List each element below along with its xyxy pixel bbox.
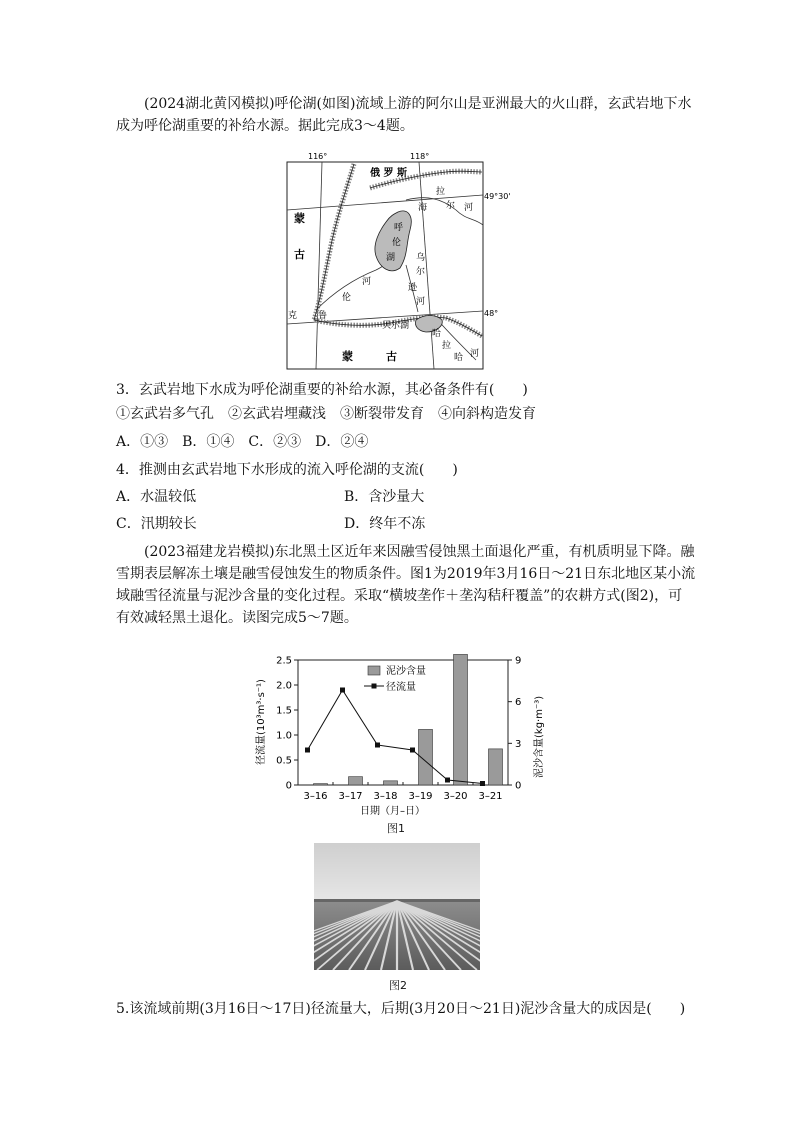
- chart-left-tick-label: 2.5: [276, 655, 292, 667]
- chart-x-tick-label: 3–16: [303, 791, 328, 802]
- map-lat-4930: 49°30': [484, 192, 511, 201]
- map-label-russia: 俄 罗 斯: [370, 168, 407, 179]
- chart-right-tick-label: 0: [515, 780, 522, 792]
- sediment-bar: [349, 777, 363, 785]
- chart-left-tick-label: 0: [285, 780, 292, 792]
- runoff-point: [305, 748, 310, 753]
- chart-left-tick-label: 2.0: [276, 680, 292, 692]
- chart-ylabel-right: 泥沙含量(kg·m⁻³): [534, 695, 545, 778]
- map-label-he: 河: [464, 203, 474, 213]
- map-label-kelulun-4: 河: [362, 277, 372, 287]
- chart-x-tick-label: 3–19: [408, 791, 433, 802]
- intro-paragraph-1: (2024湖北黄冈模拟)呼伦湖(如图)流域上游的阿尔山是亚洲最大的火山群，玄武岩地下水成为呼伦湖重要的补给水源。据此完成3～4题。: [116, 96, 692, 134]
- sediment-bar: [314, 784, 328, 785]
- map-label-halaha-4: 河: [470, 349, 480, 359]
- map-label-mongolia-s: 蒙 古: [342, 350, 397, 363]
- figure-1-chart: [250, 650, 550, 835]
- chart-x-tick-label: 3–21: [478, 791, 503, 802]
- map-lat-48: 48°: [484, 309, 499, 318]
- runoff-point: [480, 781, 485, 786]
- map-label-urxun-2: 尔: [416, 267, 426, 277]
- runoff-point: [410, 748, 415, 753]
- figure-2-photo: [314, 843, 480, 970]
- map-label-mongolia-w1: 蒙: [294, 212, 305, 225]
- figure-1-caption: 图1: [387, 822, 405, 835]
- legend-sediment-label: 泥沙含量: [386, 666, 426, 677]
- question-4-option-c: C．汛期较长: [116, 516, 197, 532]
- intro-paragraph-2: (2023福建龙岩模拟)东北黑土区近年来因融雪侵蚀黑土面退化严重，有机质明显下降。融雪期表层解冻土壤是融雪侵蚀发生的物质条件。图1为2019年3月16日～21日东北地区某小流域融雪径流量与泥沙含量的变化过程。采取“横坡垄作＋垄沟秸秆覆盖”的农耕方式(图2)，可有效减轻黑土退化。读图完成5～7题。: [116, 544, 696, 626]
- question-5-stem: 5.该流域前期(3月16日～17日)径流量大，后期(3月20日～21日)泥沙含量大的成因是( ): [116, 1001, 686, 1017]
- chart-right-tick-label: 3: [515, 738, 522, 750]
- chart-xlabel: 日期（月–日）: [360, 806, 425, 817]
- hulun-lake-map: [286, 150, 526, 372]
- runoff-point: [445, 778, 450, 783]
- question-3-options: A．①③ B．①④ C．②③ D．②④: [116, 434, 369, 450]
- chart-left-tick-label: 1.5: [276, 705, 292, 717]
- map-label-urxun-1: 乌: [416, 253, 426, 263]
- map-label-er: 尔: [446, 201, 456, 211]
- chart-x-tick-label: 3–20: [443, 791, 468, 802]
- chart-left-tick-label: 0.5: [276, 755, 292, 767]
- map-label-kelulun-1: 克: [288, 311, 298, 321]
- map-label-urxun-3: 逊: [408, 283, 418, 293]
- map-label-hailar: 海: [418, 203, 428, 213]
- map-label-hulun-1: 呼: [394, 223, 404, 233]
- map-label-halaha-3: 哈: [454, 353, 464, 363]
- chart-x-tick-label: 3–18: [373, 791, 398, 802]
- question-3-items: ①玄武岩多气孔 ②玄武岩埋藏浅 ③断裂带发育 ④向斜构造发育: [116, 406, 536, 422]
- map-label-kelulun-2: 鲁: [318, 311, 328, 321]
- map-label-hulun-2: 伦: [392, 238, 402, 248]
- question-4-option-a: A．水温较低: [116, 489, 197, 505]
- map-lon-116: 116°: [308, 152, 328, 161]
- chart-right-tick-label: 9: [515, 655, 522, 667]
- question-3-stem: 3．玄武岩地下水成为呼伦湖重要的补给水源，其必备条件有( ): [116, 382, 528, 398]
- chart-plot-frame: [298, 660, 508, 785]
- map-label-halaha-2: 拉: [442, 341, 452, 351]
- legend-sediment-swatch: [368, 666, 380, 675]
- legend-runoff-marker: [372, 684, 377, 689]
- chart-left-tick-label: 1.0: [276, 730, 292, 742]
- figure-2-caption: 图2: [389, 979, 407, 992]
- sediment-bar: [454, 654, 468, 785]
- question-4-option-d: D．终年不冻: [344, 516, 426, 532]
- question-4-option-b: B．含沙量大: [344, 489, 425, 505]
- map-lon-118: 118°: [410, 152, 430, 161]
- map-label-kelulun-3: 伦: [342, 293, 352, 303]
- runoff-point: [375, 743, 380, 748]
- sediment-bar: [384, 781, 398, 785]
- legend-runoff-label: 径流量: [386, 682, 416, 693]
- chart-right-tick-label: 6: [515, 697, 522, 709]
- chart-ylabel-left: 径流量(10³m³·s⁻¹): [256, 679, 267, 765]
- map-label-urxun-4: 河: [416, 297, 426, 307]
- chart-x-tick-label: 3–17: [338, 791, 363, 802]
- map-label-buir: 贝尔湖: [382, 321, 410, 331]
- map-label-hulun-3: 湖: [386, 253, 396, 263]
- question-4-stem: 4．推测由玄武岩地下水形成的流入呼伦湖的支流( ): [116, 462, 458, 478]
- map-label-mongolia-w2: 古: [294, 248, 305, 261]
- map-label-lara: 拉: [436, 187, 446, 197]
- sediment-bar: [489, 749, 503, 785]
- map-label-halaha-1: 哈: [432, 329, 442, 339]
- runoff-point: [340, 688, 345, 693]
